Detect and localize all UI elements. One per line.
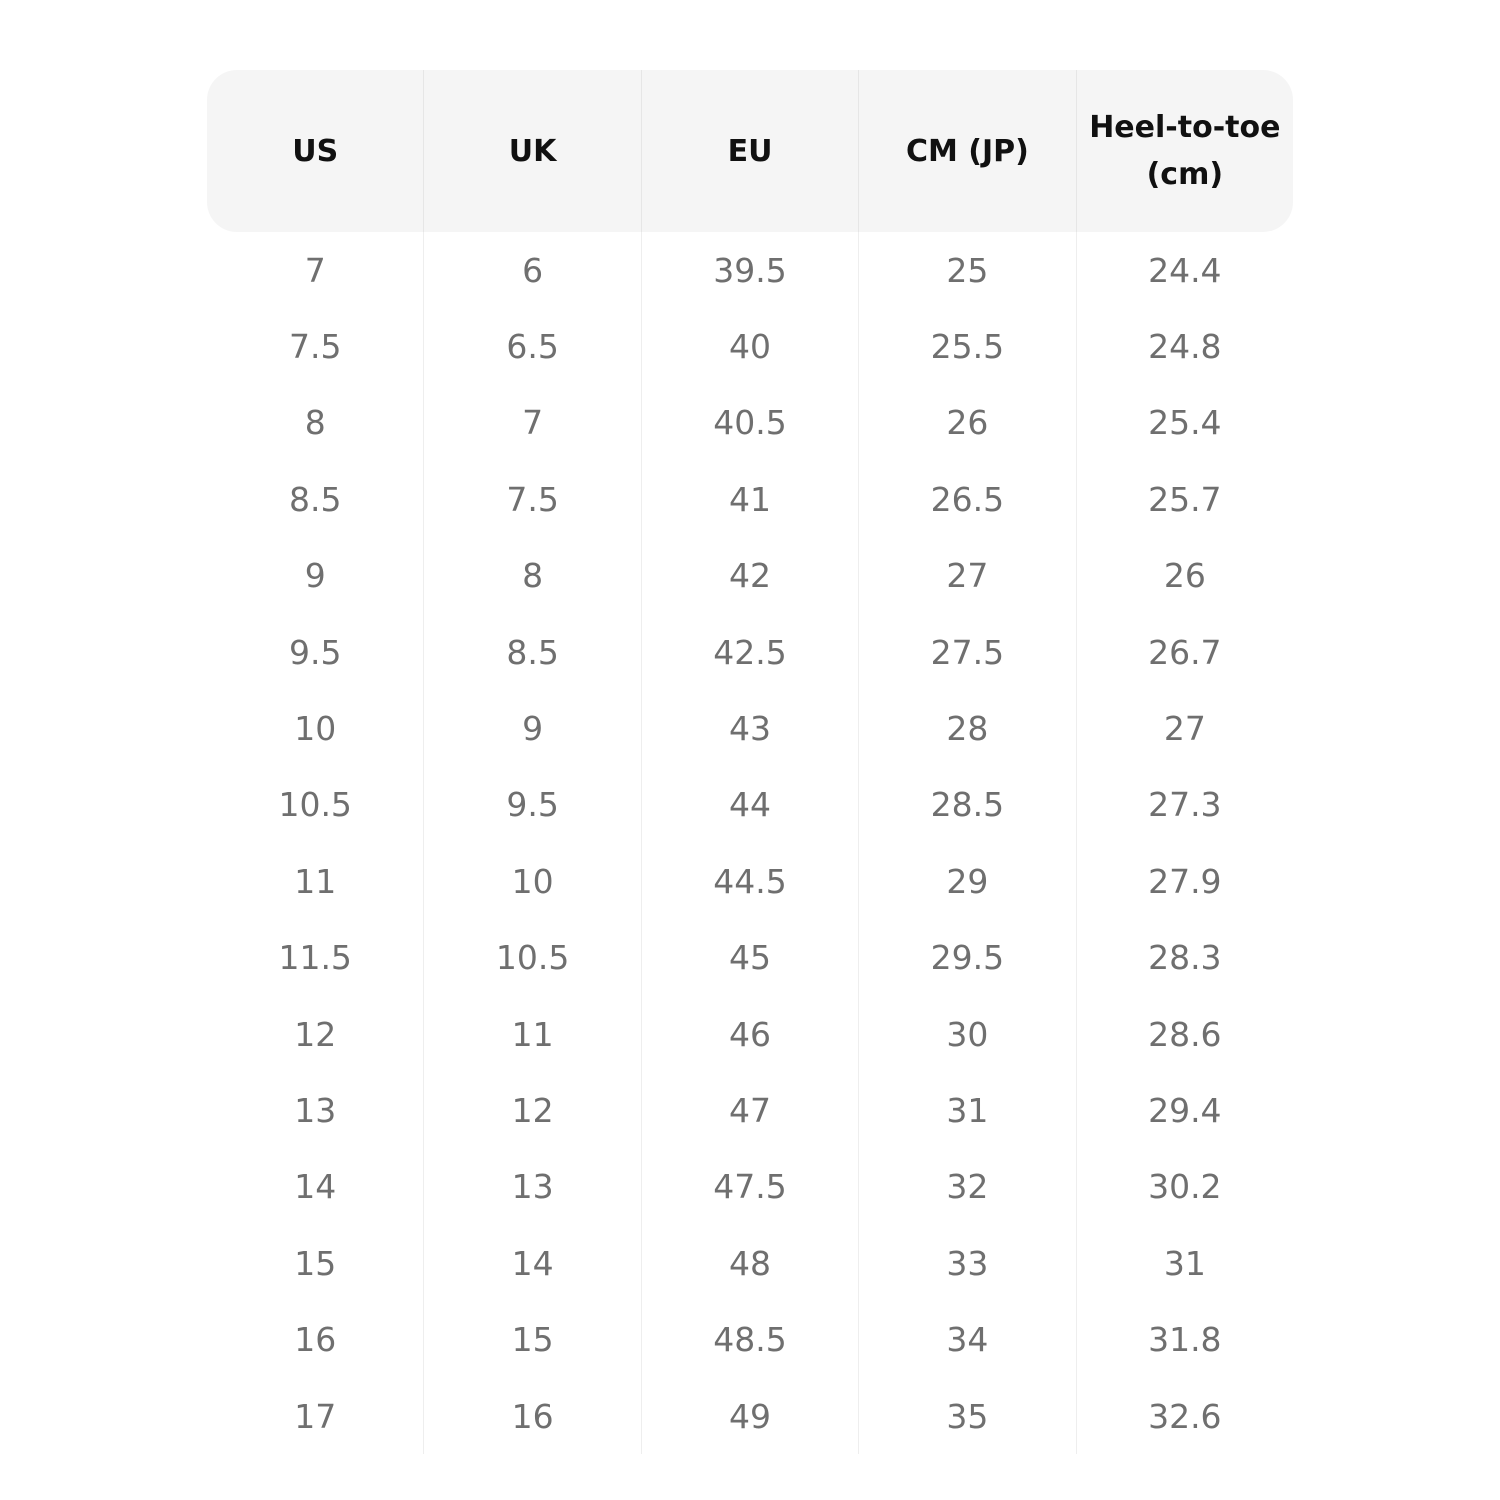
cell-uk: 10.5 [423,920,640,996]
cell-uk: 7.5 [423,461,640,537]
cell-cm-jp: 33 [858,1225,1075,1301]
cell-heel-to-toe: 27.3 [1076,767,1293,843]
cell-eu: 47 [641,1072,858,1148]
cell-cm-jp: 34 [858,1301,1075,1377]
header-heel-to-toe: Heel-to-toe (cm) [1076,70,1293,232]
table-row [207,843,1293,919]
cell-eu: 40 [641,308,858,384]
cell-cm-jp: 27.5 [858,614,1075,690]
cell-eu: 44.5 [641,843,858,919]
cell-eu: 43 [641,690,858,766]
cell-uk: 14 [423,1225,640,1301]
table-row [207,1149,1293,1225]
table-row [207,232,1293,308]
cell-us: 10 [294,709,337,749]
table-body [207,232,1293,1454]
cell-us: 11.5 [278,938,352,978]
cell-heel-to-toe: 30.2 [1076,1149,1293,1225]
cell-eu: 48.5 [641,1301,858,1377]
cell-eu: 41 [641,461,858,537]
cell-uk: 9 [423,690,640,766]
cell-cm-jp: 28 [858,690,1075,766]
cell-cm-jp: 32 [858,1149,1075,1225]
cell-heel-to-toe: 24.8 [1076,308,1293,384]
cell-cm-jp: 26 [858,385,1075,461]
table-row [207,308,1293,384]
table-row [207,1225,1293,1301]
cell-heel-to-toe: 27.9 [1076,843,1293,919]
cell-uk: 9.5 [423,767,640,843]
cell-uk: 13 [423,1149,640,1225]
cell-uk: 12 [423,1072,640,1148]
cell-eu: 47.5 [641,1149,858,1225]
cell-us: 16 [294,1320,337,1360]
cell-cm-jp: 31 [858,1072,1075,1148]
cell-us: 15 [294,1243,337,1283]
table-row [207,690,1293,766]
cell-us: 11 [294,861,337,901]
cell-heel-to-toe: 27 [1076,690,1293,766]
table-row [207,1072,1293,1148]
cell-cm-jp: 25 [858,232,1075,308]
table-row [207,614,1293,690]
cell-us: 13 [294,1090,337,1130]
table-row [207,920,1293,996]
table-header-row [207,70,1293,232]
cell-uk: 11 [423,996,640,1072]
header-us: US [292,133,339,169]
cell-us: 14 [294,1167,337,1207]
cell-eu: 42 [641,538,858,614]
cell-eu: 44 [641,767,858,843]
cell-uk: 6.5 [423,308,640,384]
cell-eu: 42.5 [641,614,858,690]
table-row [207,767,1293,843]
header-eu: EU [641,70,858,232]
cell-eu: 49 [641,1378,858,1454]
table-row [207,1301,1293,1377]
cell-cm-jp: 26.5 [858,461,1075,537]
table-row [207,461,1293,537]
header-cm-jp: CM (JP) [858,70,1075,232]
size-chart-table [207,70,1293,1454]
cell-uk: 16 [423,1378,640,1454]
cell-cm-jp: 25.5 [858,308,1075,384]
table-row [207,1378,1293,1454]
table-row [207,538,1293,614]
cell-cm-jp: 28.5 [858,767,1075,843]
cell-heel-to-toe: 26.7 [1076,614,1293,690]
cell-eu: 39.5 [641,232,858,308]
cell-eu: 40.5 [641,385,858,461]
cell-uk: 8.5 [423,614,640,690]
cell-heel-to-toe: 26 [1076,538,1293,614]
cell-us: 7.5 [288,327,342,367]
cell-us: 9 [304,556,326,596]
cell-heel-to-toe: 28.6 [1076,996,1293,1072]
cell-us: 9.5 [288,632,342,672]
cell-cm-jp: 30 [858,996,1075,1072]
cell-uk: 7 [423,385,640,461]
cell-heel-to-toe: 25.7 [1076,461,1293,537]
cell-heel-to-toe: 25.4 [1076,385,1293,461]
table-row [207,385,1293,461]
cell-heel-to-toe: 31.8 [1076,1301,1293,1377]
cell-heel-to-toe: 31 [1076,1225,1293,1301]
cell-heel-to-toe: 29.4 [1076,1072,1293,1148]
cell-uk: 8 [423,538,640,614]
cell-us: 12 [294,1014,337,1054]
cell-eu: 48 [641,1225,858,1301]
cell-heel-to-toe: 24.4 [1076,232,1293,308]
cell-heel-to-toe: 32.6 [1076,1378,1293,1454]
cell-cm-jp: 29 [858,843,1075,919]
cell-cm-jp: 29.5 [858,920,1075,996]
cell-us: 7 [304,250,326,290]
cell-us: 17 [294,1396,337,1436]
cell-uk: 6 [423,232,640,308]
cell-us: 8 [304,403,326,443]
cell-us: 10.5 [278,785,352,825]
table-row [207,996,1293,1072]
cell-us: 8.5 [288,479,342,519]
cell-uk: 10 [423,843,640,919]
cell-cm-jp: 35 [858,1378,1075,1454]
cell-eu: 46 [641,996,858,1072]
cell-eu: 45 [641,920,858,996]
cell-heel-to-toe: 28.3 [1076,920,1293,996]
header-uk: UK [423,70,640,232]
cell-cm-jp: 27 [858,538,1075,614]
cell-uk: 15 [423,1301,640,1377]
